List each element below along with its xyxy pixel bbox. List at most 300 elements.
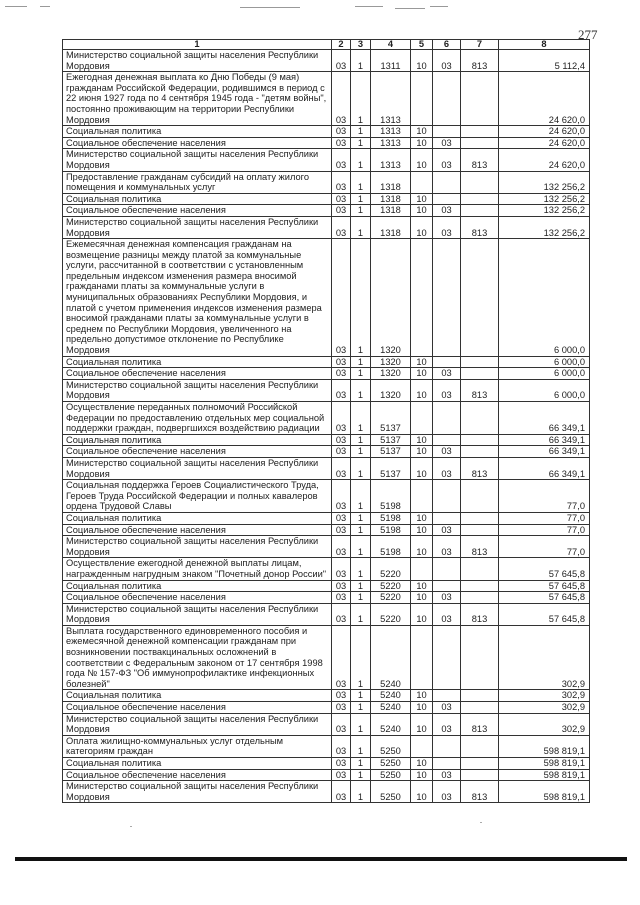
subsection-code-cell: 1 xyxy=(351,126,371,138)
amount-cell: 302,9 xyxy=(499,625,590,690)
table-row xyxy=(63,480,590,513)
table-row xyxy=(63,580,590,592)
section-code-cell: 03 xyxy=(332,171,351,193)
expense-type-cell: 813 xyxy=(461,781,499,803)
row-name-cell: Министерство социальной защиты населения Республики Мордовия xyxy=(63,781,332,803)
expense-type-cell xyxy=(461,126,499,138)
table-row xyxy=(63,137,590,149)
department-section-cell: 10 xyxy=(411,193,433,205)
section-code-cell: 03 xyxy=(332,434,351,446)
expense-type-cell xyxy=(461,402,499,435)
table-row xyxy=(63,72,590,126)
table-row xyxy=(63,524,590,536)
department-section-cell: 10 xyxy=(411,690,433,702)
subsection-code-cell: 1 xyxy=(351,480,371,513)
row-name-cell: Социальная политика xyxy=(63,126,332,138)
subsection-code-cell: 1 xyxy=(351,434,371,446)
amount-cell: 66 349,1 xyxy=(499,402,590,435)
department-subsection-cell: 03 xyxy=(433,769,461,781)
table-row xyxy=(63,536,590,558)
column-header: 8 xyxy=(499,40,590,50)
table-row xyxy=(63,205,590,217)
subsection-code-cell: 1 xyxy=(351,193,371,205)
expense-type-cell xyxy=(461,446,499,458)
target-code-cell: 5137 xyxy=(371,446,411,458)
subsection-code-cell: 1 xyxy=(351,524,371,536)
expense-type-cell xyxy=(461,356,499,368)
table-row xyxy=(63,781,590,803)
department-subsection-cell xyxy=(433,558,461,580)
target-code-cell: 5137 xyxy=(371,457,411,479)
department-subsection-cell xyxy=(433,480,461,513)
table-body xyxy=(63,50,590,803)
target-code-cell: 1318 xyxy=(371,171,411,193)
row-name-cell: Социальная политика xyxy=(63,580,332,592)
section-code-cell: 03 xyxy=(332,580,351,592)
department-subsection-cell: 03 xyxy=(433,603,461,625)
section-code-cell: 03 xyxy=(332,50,351,72)
section-code-cell: 03 xyxy=(332,735,351,757)
department-section-cell xyxy=(411,402,433,435)
table-row xyxy=(63,126,590,138)
amount-cell: 302,9 xyxy=(499,713,590,735)
subsection-code-cell: 1 xyxy=(351,356,371,368)
section-code-cell: 03 xyxy=(332,356,351,368)
section-code-cell: 03 xyxy=(332,524,351,536)
row-name-cell: Социальная политика xyxy=(63,193,332,205)
department-section-cell: 10 xyxy=(411,536,433,558)
department-subsection-cell xyxy=(433,580,461,592)
table-row xyxy=(63,758,590,770)
section-code-cell: 03 xyxy=(332,402,351,435)
expense-type-cell xyxy=(461,558,499,580)
section-code-cell: 03 xyxy=(332,781,351,803)
subsection-code-cell: 1 xyxy=(351,713,371,735)
department-subsection-cell xyxy=(433,758,461,770)
target-code-cell: 5250 xyxy=(371,781,411,803)
subsection-code-cell: 1 xyxy=(351,239,371,357)
row-name-cell: Социальная политика xyxy=(63,758,332,770)
subsection-code-cell: 1 xyxy=(351,368,371,380)
department-subsection-cell: 03 xyxy=(433,50,461,72)
section-code-cell: 03 xyxy=(332,769,351,781)
department-subsection-cell xyxy=(433,193,461,205)
department-subsection-cell xyxy=(433,690,461,702)
section-code-cell: 03 xyxy=(332,72,351,126)
scan-speck xyxy=(480,822,482,823)
bottom-rule xyxy=(15,857,627,861)
target-code-cell: 1318 xyxy=(371,205,411,217)
amount-cell: 77,0 xyxy=(499,524,590,536)
expense-type-cell xyxy=(461,769,499,781)
expense-type-cell: 813 xyxy=(461,50,499,72)
department-section-cell: 10 xyxy=(411,592,433,604)
amount-cell: 24 620,0 xyxy=(499,72,590,126)
expense-type-cell xyxy=(461,434,499,446)
expense-type-cell xyxy=(461,368,499,380)
amount-cell: 598 819,1 xyxy=(499,769,590,781)
department-subsection-cell: 03 xyxy=(433,216,461,238)
amount-cell: 598 819,1 xyxy=(499,781,590,803)
row-name-cell: Министерство социальной защиты населения Республики Мордовия xyxy=(63,603,332,625)
subsection-code-cell: 1 xyxy=(351,536,371,558)
department-subsection-cell xyxy=(433,171,461,193)
amount-cell: 6 000,0 xyxy=(499,356,590,368)
target-code-cell: 1320 xyxy=(371,356,411,368)
department-section-cell: 10 xyxy=(411,216,433,238)
expense-type-cell xyxy=(461,171,499,193)
subsection-code-cell: 1 xyxy=(351,603,371,625)
target-code-cell: 5198 xyxy=(371,512,411,524)
subsection-code-cell: 1 xyxy=(351,402,371,435)
subsection-code-cell: 1 xyxy=(351,702,371,714)
expense-type-cell xyxy=(461,592,499,604)
department-section-cell: 10 xyxy=(411,457,433,479)
expense-type-cell xyxy=(461,72,499,126)
department-section-cell: 10 xyxy=(411,580,433,592)
amount-cell: 77,0 xyxy=(499,512,590,524)
target-code-cell: 5250 xyxy=(371,758,411,770)
subsection-code-cell: 1 xyxy=(351,580,371,592)
amount-cell: 302,9 xyxy=(499,702,590,714)
department-subsection-cell: 03 xyxy=(433,205,461,217)
department-section-cell: 10 xyxy=(411,379,433,401)
section-code-cell: 03 xyxy=(332,137,351,149)
department-section-cell: 10 xyxy=(411,769,433,781)
amount-cell: 57 645,8 xyxy=(499,580,590,592)
department-section-cell xyxy=(411,625,433,690)
amount-cell: 132 256,2 xyxy=(499,205,590,217)
subsection-code-cell: 1 xyxy=(351,625,371,690)
amount-cell: 77,0 xyxy=(499,536,590,558)
subsection-code-cell: 1 xyxy=(351,205,371,217)
table-row xyxy=(63,171,590,193)
column-header: 6 xyxy=(433,40,461,50)
subsection-code-cell: 1 xyxy=(351,735,371,757)
amount-cell: 598 819,1 xyxy=(499,735,590,757)
row-name-cell: Социальное обеспечение населения xyxy=(63,368,332,380)
row-name-cell: Социальная политика xyxy=(63,356,332,368)
table-row xyxy=(63,702,590,714)
department-section-cell: 10 xyxy=(411,205,433,217)
amount-cell: 77,0 xyxy=(499,480,590,513)
subsection-code-cell: 1 xyxy=(351,592,371,604)
table-row xyxy=(63,356,590,368)
target-code-cell: 1313 xyxy=(371,137,411,149)
department-subsection-cell: 03 xyxy=(433,379,461,401)
target-code-cell: 1320 xyxy=(371,379,411,401)
target-code-cell: 5220 xyxy=(371,603,411,625)
target-code-cell: 1313 xyxy=(371,126,411,138)
scan-artifacts xyxy=(0,6,640,14)
amount-cell: 132 256,2 xyxy=(499,216,590,238)
subsection-code-cell: 1 xyxy=(351,558,371,580)
expense-type-cell: 813 xyxy=(461,536,499,558)
subsection-code-cell: 1 xyxy=(351,758,371,770)
subsection-code-cell: 1 xyxy=(351,50,371,72)
amount-cell: 66 349,1 xyxy=(499,446,590,458)
row-name-cell: Ежегодная денежная выплата ко Дню Победы (9 мая) гражданам Российской Федерации, родившимся в период с 22 июня 1927 года по 4 сентября 1945 года - "детям войны", постоянно проживающим на территории Республики Мордовия xyxy=(63,72,332,126)
table-row xyxy=(63,446,590,458)
department-subsection-cell xyxy=(433,72,461,126)
section-code-cell: 03 xyxy=(332,480,351,513)
department-subsection-cell: 03 xyxy=(433,457,461,479)
department-subsection-cell: 03 xyxy=(433,592,461,604)
expense-type-cell xyxy=(461,702,499,714)
department-subsection-cell xyxy=(433,239,461,357)
subsection-code-cell: 1 xyxy=(351,72,371,126)
expense-type-cell xyxy=(461,758,499,770)
target-code-cell: 1318 xyxy=(371,216,411,238)
section-code-cell: 03 xyxy=(332,126,351,138)
section-code-cell: 03 xyxy=(332,379,351,401)
row-name-cell: Социальная политика xyxy=(63,690,332,702)
table-row xyxy=(63,713,590,735)
expense-type-cell xyxy=(461,239,499,357)
target-code-cell: 1311 xyxy=(371,50,411,72)
department-section-cell: 10 xyxy=(411,149,433,171)
department-section-cell xyxy=(411,171,433,193)
section-code-cell: 03 xyxy=(332,205,351,217)
expense-type-cell xyxy=(461,205,499,217)
subsection-code-cell: 1 xyxy=(351,137,371,149)
target-code-cell: 5250 xyxy=(371,735,411,757)
amount-cell: 24 620,0 xyxy=(499,137,590,149)
amount-cell: 66 349,1 xyxy=(499,434,590,446)
row-name-cell: Предоставление гражданам субсидий на оплату жилого помещения и коммунальных услуг xyxy=(63,171,332,193)
subsection-code-cell: 1 xyxy=(351,216,371,238)
expense-type-cell xyxy=(461,690,499,702)
target-code-cell: 5240 xyxy=(371,713,411,735)
row-name-cell: Социальное обеспечение населения xyxy=(63,592,332,604)
expense-type-cell xyxy=(461,625,499,690)
section-code-cell: 03 xyxy=(332,457,351,479)
row-name-cell: Осуществление переданных полномочий Российской Федерации по предоставлению отдельных мер социальной поддержки граждан, подвергшихся воздействию радиации xyxy=(63,402,332,435)
expense-type-cell xyxy=(461,480,499,513)
department-subsection-cell: 03 xyxy=(433,781,461,803)
row-name-cell: Министерство социальной защиты населения Республики Мордовия xyxy=(63,379,332,401)
row-name-cell: Социальная поддержка Героев Социалистического Труда, Героев Труда Российской Федерации и полных кавалеров ордена Трудовой Славы xyxy=(63,480,332,513)
section-code-cell: 03 xyxy=(332,536,351,558)
column-header: 4 xyxy=(371,40,411,50)
table-row xyxy=(63,603,590,625)
department-section-cell xyxy=(411,558,433,580)
department-subsection-cell xyxy=(433,356,461,368)
section-code-cell: 03 xyxy=(332,216,351,238)
department-section-cell: 10 xyxy=(411,512,433,524)
table-row xyxy=(63,735,590,757)
table-row xyxy=(63,457,590,479)
target-code-cell: 5137 xyxy=(371,434,411,446)
target-code-cell: 1320 xyxy=(371,239,411,357)
table-row xyxy=(63,402,590,435)
table-row xyxy=(63,434,590,446)
section-code-cell: 03 xyxy=(332,446,351,458)
department-section-cell xyxy=(411,239,433,357)
amount-cell: 57 645,8 xyxy=(499,558,590,580)
department-section-cell: 10 xyxy=(411,446,433,458)
expense-type-cell: 813 xyxy=(461,216,499,238)
subsection-code-cell: 1 xyxy=(351,379,371,401)
amount-cell: 57 645,8 xyxy=(499,603,590,625)
column-header: 7 xyxy=(461,40,499,50)
section-code-cell: 03 xyxy=(332,603,351,625)
target-code-cell: 5198 xyxy=(371,524,411,536)
row-name-cell: Социальная политика xyxy=(63,512,332,524)
scan-speck xyxy=(130,826,132,827)
amount-cell: 6 000,0 xyxy=(499,239,590,357)
department-subsection-cell xyxy=(433,625,461,690)
department-section-cell: 10 xyxy=(411,713,433,735)
section-code-cell: 03 xyxy=(332,625,351,690)
department-subsection-cell: 03 xyxy=(433,137,461,149)
department-section-cell: 10 xyxy=(411,50,433,72)
row-name-cell: Оплата жилищно-коммунальных услуг отдельным категориям граждан xyxy=(63,735,332,757)
column-header: 5 xyxy=(411,40,433,50)
amount-cell: 132 256,2 xyxy=(499,193,590,205)
section-code-cell: 03 xyxy=(332,702,351,714)
table-row xyxy=(63,558,590,580)
section-code-cell: 03 xyxy=(332,592,351,604)
department-section-cell: 10 xyxy=(411,781,433,803)
target-code-cell: 5220 xyxy=(371,592,411,604)
row-name-cell: Ежемесячная денежная компенсация гражданам на возмещение разницы между платой за коммунальные услуги, рассчитанной в соответствии с установленным предельным индексом изменения размера вносимой гражданами платы за коммунальные услуги в муниципальных образованиях Республики Мордовия, и платой с учетом применения индексов изменения размера вносимой гражданами платы за коммунальные услуги в среднем по Республики Мордовия, увеличенного на предельно допустимое отклонение по Республике Мордовия xyxy=(63,239,332,357)
department-subsection-cell xyxy=(433,735,461,757)
amount-cell: 57 645,8 xyxy=(499,592,590,604)
target-code-cell: 1318 xyxy=(371,193,411,205)
target-code-cell: 1320 xyxy=(371,368,411,380)
column-header: 1 xyxy=(63,40,332,50)
amount-cell: 302,9 xyxy=(499,690,590,702)
target-code-cell: 5220 xyxy=(371,558,411,580)
row-name-cell: Осуществление ежегодной денежной выплаты лицам, награжденным нагрудным знаком "Почетный донор России" xyxy=(63,558,332,580)
table-row xyxy=(63,149,590,171)
section-code-cell: 03 xyxy=(332,690,351,702)
table-row xyxy=(63,690,590,702)
target-code-cell: 5137 xyxy=(371,402,411,435)
department-subsection-cell xyxy=(433,126,461,138)
department-section-cell: 10 xyxy=(411,137,433,149)
amount-cell: 6 000,0 xyxy=(499,368,590,380)
row-name-cell: Социальное обеспечение населения xyxy=(63,205,332,217)
target-code-cell: 5198 xyxy=(371,536,411,558)
subsection-code-cell: 1 xyxy=(351,149,371,171)
department-section-cell: 10 xyxy=(411,702,433,714)
budget-table xyxy=(62,39,590,803)
department-section-cell: 10 xyxy=(411,603,433,625)
department-section-cell xyxy=(411,72,433,126)
subsection-code-cell: 1 xyxy=(351,512,371,524)
subsection-code-cell: 1 xyxy=(351,457,371,479)
department-subsection-cell: 03 xyxy=(433,702,461,714)
amount-cell: 132 256,2 xyxy=(499,171,590,193)
row-name-cell: Социальное обеспечение населения xyxy=(63,702,332,714)
department-subsection-cell: 03 xyxy=(433,536,461,558)
subsection-code-cell: 1 xyxy=(351,769,371,781)
department-subsection-cell xyxy=(433,402,461,435)
expense-type-cell: 813 xyxy=(461,149,499,171)
target-code-cell: 5240 xyxy=(371,690,411,702)
expense-type-cell: 813 xyxy=(461,713,499,735)
subsection-code-cell: 1 xyxy=(351,690,371,702)
target-code-cell: 5240 xyxy=(371,702,411,714)
amount-cell: 24 620,0 xyxy=(499,149,590,171)
row-name-cell: Министерство социальной защиты населения Республики Мордовия xyxy=(63,216,332,238)
subsection-code-cell: 1 xyxy=(351,446,371,458)
subsection-code-cell: 1 xyxy=(351,781,371,803)
department-subsection-cell xyxy=(433,512,461,524)
expense-type-cell xyxy=(461,193,499,205)
department-subsection-cell: 03 xyxy=(433,524,461,536)
section-code-cell: 03 xyxy=(332,368,351,380)
department-subsection-cell: 03 xyxy=(433,368,461,380)
department-section-cell: 10 xyxy=(411,368,433,380)
page-number: 277 xyxy=(578,27,598,42)
subsection-code-cell: 1 xyxy=(351,171,371,193)
section-code-cell: 03 xyxy=(332,193,351,205)
row-name-cell: Министерство социальной защиты населения Республики Мордовия xyxy=(63,149,332,171)
section-code-cell: 03 xyxy=(332,758,351,770)
department-subsection-cell: 03 xyxy=(433,713,461,735)
target-code-cell: 5250 xyxy=(371,769,411,781)
table-row xyxy=(63,368,590,380)
amount-cell: 66 349,1 xyxy=(499,457,590,479)
row-name-cell: Социальное обеспечение населения xyxy=(63,524,332,536)
amount-cell: 5 112,4 xyxy=(499,50,590,72)
table-header-row xyxy=(63,40,590,50)
row-name-cell: Министерство социальной защиты населения Республики Мордовия xyxy=(63,457,332,479)
department-section-cell: 10 xyxy=(411,524,433,536)
column-header: 2 xyxy=(332,40,351,50)
expense-type-cell xyxy=(461,735,499,757)
table-row xyxy=(63,193,590,205)
department-section-cell: 10 xyxy=(411,758,433,770)
amount-cell: 6 000,0 xyxy=(499,379,590,401)
expense-type-cell: 813 xyxy=(461,457,499,479)
department-section-cell xyxy=(411,480,433,513)
section-code-cell: 03 xyxy=(332,558,351,580)
target-code-cell: 5220 xyxy=(371,580,411,592)
table-row xyxy=(63,512,590,524)
row-name-cell: Министерство социальной защиты населения Республики Мордовия xyxy=(63,50,332,72)
row-name-cell: Социальная политика xyxy=(63,434,332,446)
table-row xyxy=(63,216,590,238)
table-row xyxy=(63,239,590,357)
department-section-cell: 10 xyxy=(411,434,433,446)
expense-type-cell: 813 xyxy=(461,603,499,625)
table-row xyxy=(63,379,590,401)
row-name-cell: Министерство социальной защиты населения Республики Мордовия xyxy=(63,536,332,558)
target-code-cell: 5240 xyxy=(371,625,411,690)
department-section-cell: 10 xyxy=(411,126,433,138)
expense-type-cell xyxy=(461,137,499,149)
section-code-cell: 03 xyxy=(332,713,351,735)
table-row xyxy=(63,769,590,781)
row-name-cell: Выплата государственного единовременного пособия и ежемесячной денежной компенсации гражданам при возникновении поствакцинальных осложнений в соответствии с Федеральным законом от 17 сентября 1998 года № 157-ФЗ "Об иммунопрофилактике инфекционных болезней" xyxy=(63,625,332,690)
section-code-cell: 03 xyxy=(332,512,351,524)
amount-cell: 24 620,0 xyxy=(499,126,590,138)
department-section-cell: 10 xyxy=(411,356,433,368)
row-name-cell: Социальное обеспечение населения xyxy=(63,769,332,781)
section-code-cell: 03 xyxy=(332,239,351,357)
target-code-cell: 5198 xyxy=(371,480,411,513)
row-name-cell: Социальное обеспечение населения xyxy=(63,446,332,458)
row-name-cell: Социальное обеспечение населения xyxy=(63,137,332,149)
amount-cell: 598 819,1 xyxy=(499,758,590,770)
table-row xyxy=(63,592,590,604)
department-subsection-cell: 03 xyxy=(433,149,461,171)
department-subsection-cell: 03 xyxy=(433,446,461,458)
